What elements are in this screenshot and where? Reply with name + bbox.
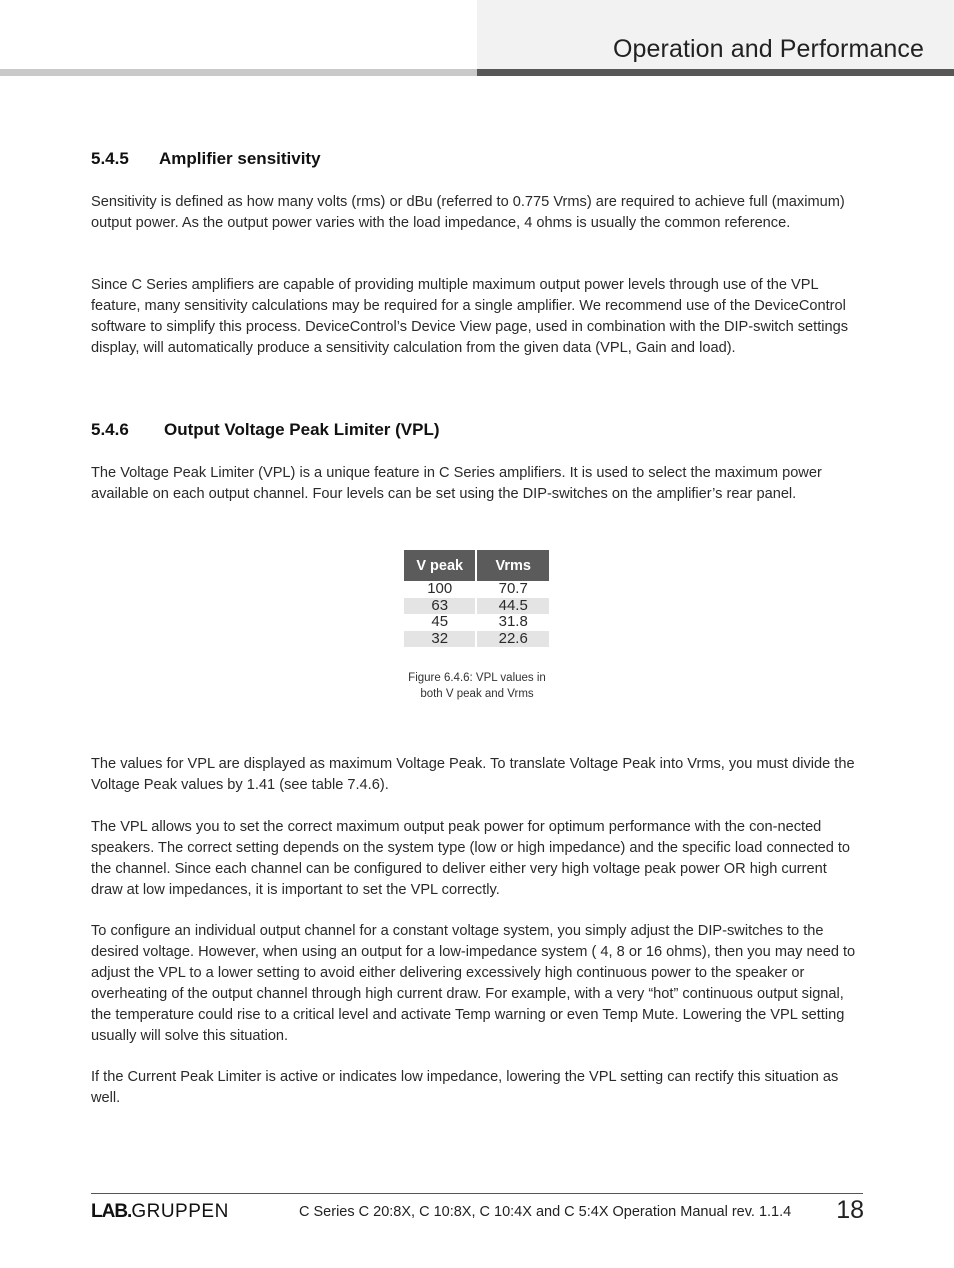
section-heading-amplifier-sensitivity [91,149,321,169]
table-cell-vpeak: 45 [431,613,449,631]
section-heading-vpl [91,420,440,440]
header-rule-dark [477,69,954,76]
table-row [404,614,549,631]
table-cell-vrms: 22.6 [476,631,549,648]
section-title: Amplifier sensitivity [159,149,321,168]
vpl-table-container [404,550,549,647]
figure-caption: Figure 6.4.6: VPL values in both V peak and Vrms [408,672,546,700]
table-row [404,598,549,615]
column-header-vpeak: V peak [404,550,476,581]
lab-gruppen-logo [91,1201,229,1223]
table-cell-vrms: 70.7 [476,581,549,598]
section-title: Output Voltage Peak Limiter (VPL) [164,420,440,439]
paragraph: Sensitivity is defined as how many volts (rms) or dBu (referred to 0.775 Vrms) are required to achieve full (maximum) output power. As the output power varies with the load impedance, 4 ohms is usually the common reference. [91,194,845,231]
table-cell-vpeak: 100 [427,580,453,598]
table-cell-vpeak: 63 [404,598,476,615]
table-cell-vrms: 31.8 [476,614,549,631]
paragraph: The Voltage Peak Limiter (VPL) is a unique feature in C Series amplifiers. It is used to select the maximum power available on each output channel. Four levels can be set using the DIP-switches on the amplifier’s rear panel. [91,465,822,502]
section-number: 5.4.6 [91,420,129,439]
page-header-title: Operation and Performance [612,35,924,63]
paragraph: To configure an individual output channel for a constant voltage system, you simply adjust the DIP-switches to the desired voltage. However, when using an output for a low-impedance system ( 4, 8 or 16 ohms), then you may need to adjust the VPL to a lower setting to avoid either delivering excessively high continuous power to the speaker or overheating of the output channel through high current draw. For example, with a very “hot” continuous output signal, the temperature could rise to a critical level and activate Temp warning or even Temp Mute. Lowering the VPL setting usually will solve this situation. [91,923,856,1044]
header-rule-light [0,69,477,76]
section-number: 5.4.5 [91,149,129,168]
table-cell-vrms: 44.5 [476,598,549,615]
logo-lab-text: LAB. [91,1201,132,1222]
table-header-row [404,550,549,581]
footer-manual-title: C Series C 20:8X, C 10:8X, C 10:4X and C 5:4X Operation Manual rev. 1.1.4 [299,1204,792,1220]
paragraph: If the Current Peak Limiter is active or indicates low impedance, lowering the VPL setting can rectify this situation as well. [91,1069,839,1106]
paragraph: Since C Series amplifiers are capable of providing multiple maximum output power levels through use of the VPL feature, many sensitivity calculations may be required for a single amplifier. We recommend use of the DeviceControl software to simplify this process. DeviceControl’s Device View page, used in combination with the DIP-switch settings display, will automatically produce a sensitivity calculation from the given data (VPL, Gain and load). [91,277,849,356]
paragraph: The VPL allows you to set the correct maximum output peak power for optimum performance with the con-nected speakers. The correct setting depends on the system type (low or high impedance) and the specific load connected to the channel. Since each channel can be configured to deliver either very high voltage peak power OR high current draw at low impedances, it is important to set the VPL correctly. [91,819,851,898]
page-number: 18 [836,1196,864,1224]
logo-gruppen-text: GRUPPEN [131,1201,229,1222]
paragraph: The values for VPL are displayed as maximum Voltage Peak. To translate Voltage Peak into Vrms, you must divide the Voltage Peak values by 1.41 (see table 7.4.6). [91,756,855,793]
table-cell-vpeak: 32 [404,631,476,648]
vpl-table [404,550,549,647]
table-row [404,631,549,648]
table-row [404,581,549,598]
column-header-vrms: Vrms [476,550,549,581]
footer-rule [91,1193,863,1194]
